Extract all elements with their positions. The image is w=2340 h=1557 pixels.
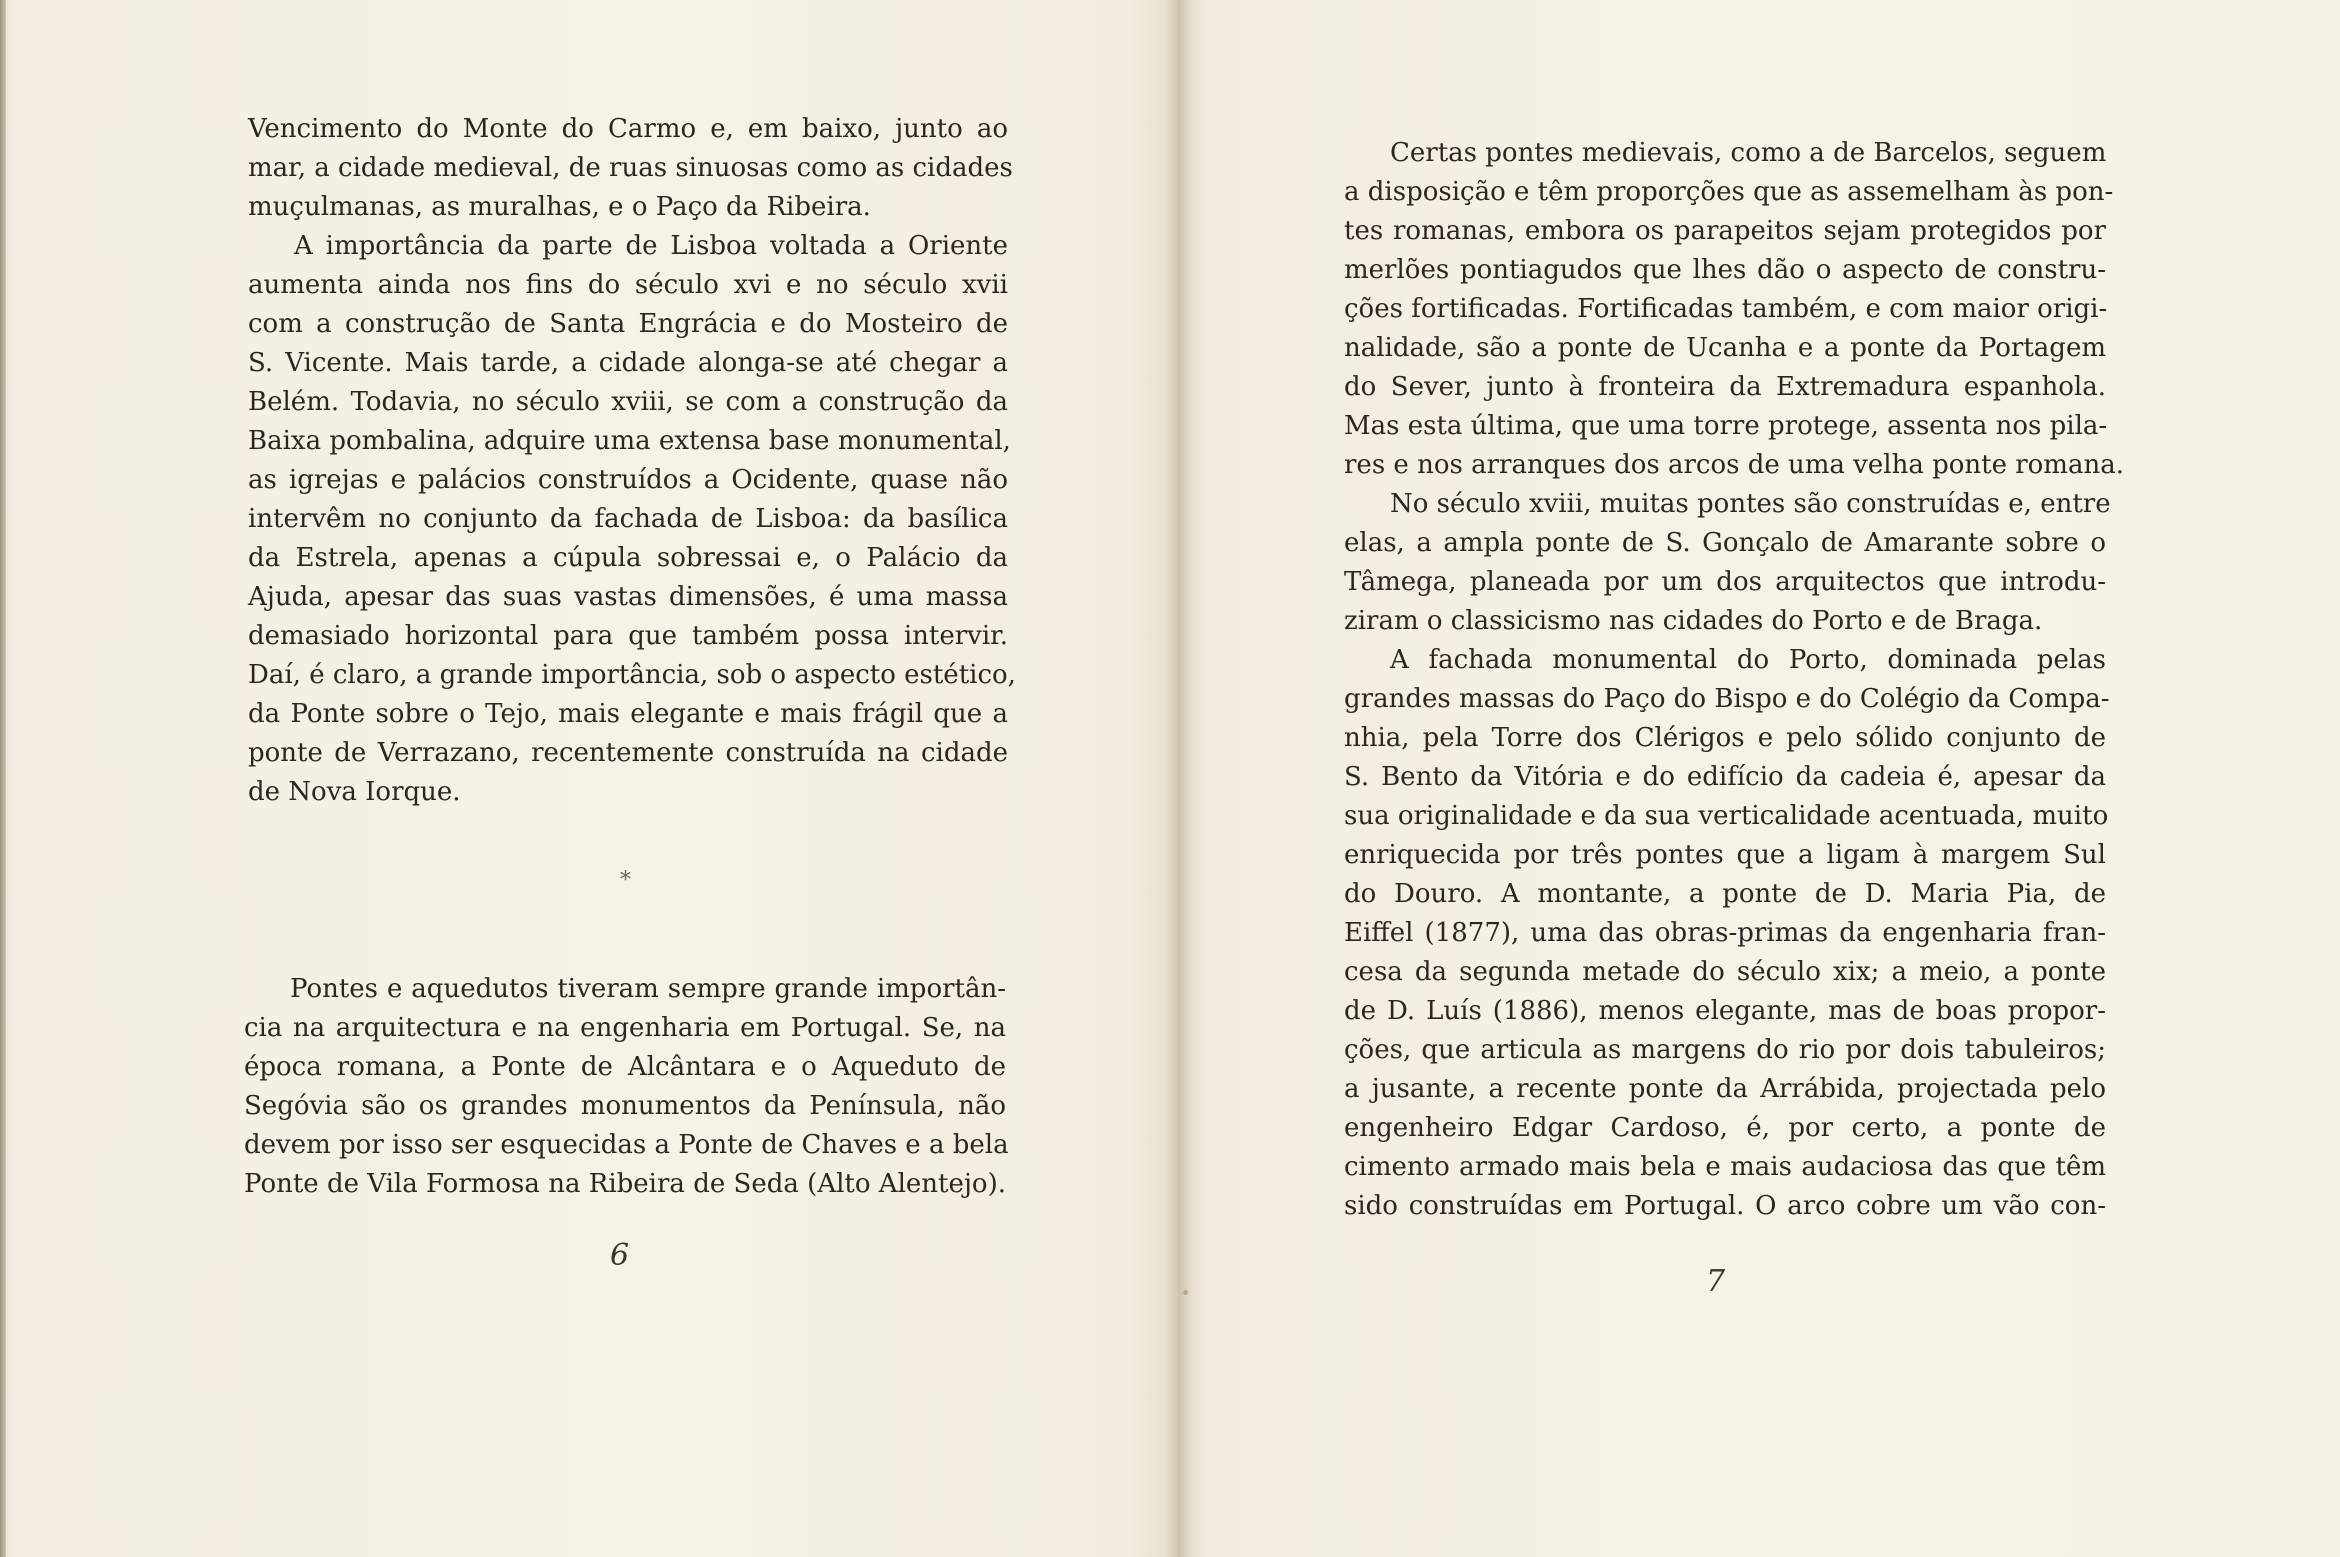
text-line: engenheiro Edgar Cardoso, é, por certo, a ponte de bbox=[1344, 1113, 2106, 1143]
text-line: Pontes e aquedutos tiveram sempre grande importân- bbox=[290, 974, 1006, 1004]
text-line: nalidade, são a ponte de Ucanha e a ponte da Portagem bbox=[1344, 333, 2106, 363]
page-number-left: 6 bbox=[610, 1238, 630, 1273]
text-line: res e nos arranques dos arcos de uma velha ponte romana. bbox=[1344, 450, 2124, 480]
text-line: ponte de Verrazano, recentemente construída na cidade bbox=[248, 738, 1008, 768]
text-line: de Nova Iorque. bbox=[248, 777, 461, 807]
text-line: do Douro. A montante, a ponte de D. Maria Pia, de bbox=[1344, 879, 2106, 909]
gutter-shadow bbox=[1165, 0, 1191, 1557]
text-line: cesa da segunda metade do século xix; a meio, a ponte bbox=[1344, 957, 2106, 987]
text-line: com a construção de Santa Engrácia e do Mosteiro de bbox=[248, 309, 1008, 339]
text-line: Tâmega, planeada por um dos arquitectos que introdu- bbox=[1344, 567, 2106, 597]
text-line: da Ponte sobre o Tejo, mais elegante e mais frágil que a bbox=[248, 699, 1008, 729]
text-line: sua originalidade e da sua verticalidade acentuada, muito bbox=[1344, 801, 2109, 831]
text-line: a disposição e têm proporções que as assemelham às pon- bbox=[1344, 177, 2114, 207]
text-line: A importância da parte de Lisboa voltada a Oriente bbox=[294, 231, 1008, 261]
text-line: Belém. Todavia, no século xviii, se com a construção da bbox=[248, 387, 1008, 417]
text-line: Certas pontes medievais, como a de Barcelos, seguem bbox=[1390, 138, 2107, 168]
binding-edge bbox=[0, 0, 6, 1557]
text-line: Mas esta última, que uma torre protege, assenta nos pila- bbox=[1344, 411, 2108, 441]
text-line: Ajuda, apesar das suas vastas dimensões, é uma massa bbox=[248, 582, 1008, 612]
text-line: devem por isso ser esquecidas a Ponte de Chaves e a bela bbox=[244, 1130, 1009, 1160]
text-line: S. Vicente. Mais tarde, a cidade alonga-se até chegar a bbox=[248, 348, 1008, 378]
text-line: Baixa pombalina, adquire uma extensa base monumental, bbox=[248, 426, 1011, 456]
text-line: intervêm no conjunto da fachada de Lisboa: da basílica bbox=[248, 504, 1008, 534]
text-line: cimento armado mais bela e mais audaciosa das que têm bbox=[1344, 1152, 2106, 1182]
left-top-paragraphs bbox=[248, 110, 1016, 812]
text-line: merlões pontiagudos que lhes dão o aspecto de constru- bbox=[1344, 255, 2106, 285]
text-line: elas, a ampla ponte de S. Gonçalo de Amarante sobre o bbox=[1344, 528, 2106, 558]
text-line: a jusante, a recente ponte da Arrábida, projectada pelo bbox=[1344, 1074, 2106, 1104]
text-line: Vencimento do Monte do Carmo e, em baixo, junto ao bbox=[248, 114, 1008, 144]
text-line: as igrejas e palácios construídos a Ocidente, quase não bbox=[248, 465, 1008, 495]
text-line: Daí, é claro, a grande importância, sob o aspecto estético, bbox=[248, 660, 1016, 690]
section-separator: * bbox=[620, 868, 631, 893]
text-line: da Estrela, apenas a cúpula sobressai e, o Palácio da bbox=[248, 543, 1008, 573]
text-line: sido construídas em Portugal. O arco cobre um vão con- bbox=[1344, 1191, 2106, 1221]
text-line: grandes massas do Paço do Bispo e do Colégio da Compa- bbox=[1344, 684, 2110, 714]
text-line: S. Bento da Vitória e do edifício da cadeia é, apesar da bbox=[1344, 762, 2106, 792]
text-line: cia na arquitectura e na engenharia em Portugal. Se, na bbox=[244, 1013, 1006, 1043]
text-line: Eiffel (1877), uma das obras-primas da engenharia fran- bbox=[1344, 918, 2106, 948]
text-line: A fachada monumental do Porto, dominada pelas bbox=[1390, 645, 2106, 675]
text-line: de D. Luís (1886), menos elegante, mas de boas propor- bbox=[1344, 996, 2106, 1026]
text-line: demasiado horizontal para que também possa intervir. bbox=[248, 621, 1008, 651]
text-line: ziram o classicismo nas cidades do Porto e de Braga. bbox=[1344, 606, 2043, 636]
right-paragraphs bbox=[1344, 134, 2124, 1226]
gutter-mark bbox=[1183, 1290, 1188, 1295]
left-bottom-paragraph bbox=[244, 970, 1009, 1204]
text-line: No século xviii, muitas pontes são construídas e, entre bbox=[1390, 489, 2111, 519]
text-line: época romana, a Ponte de Alcântara e o Aqueduto de bbox=[244, 1052, 1006, 1082]
text-line: Segóvia são os grandes monumentos da Península, não bbox=[244, 1091, 1006, 1121]
text-line: nhia, pela Torre dos Clérigos e pelo sólido conjunto de bbox=[1344, 723, 2106, 753]
text-line: mar, a cidade medieval, de ruas sinuosas como as cidades bbox=[248, 153, 1013, 183]
text-line: ções fortificadas. Fortificadas também, e com maior origi- bbox=[1344, 294, 2108, 324]
text-line: tes romanas, embora os parapeitos sejam protegidos por bbox=[1344, 216, 2106, 246]
page-number-right: 7 bbox=[1706, 1264, 1726, 1299]
text-line: enriquecida por três pontes que a ligam à margem Sul bbox=[1344, 840, 2106, 870]
text-line: do Sever, junto à fronteira da Extremadura espanhola. bbox=[1344, 372, 2106, 402]
text-line: muçulmanas, as muralhas, e o Paço da Ribeira. bbox=[248, 192, 871, 222]
text-line: ções, que articula as margens do rio por dois tabuleiros; bbox=[1344, 1035, 2106, 1065]
text-line: aumenta ainda nos fins do século xvi e no século xvii bbox=[248, 270, 1008, 300]
text-line: Ponte de Vila Formosa na Ribeira de Seda (Alto Alentejo). bbox=[244, 1169, 1006, 1199]
